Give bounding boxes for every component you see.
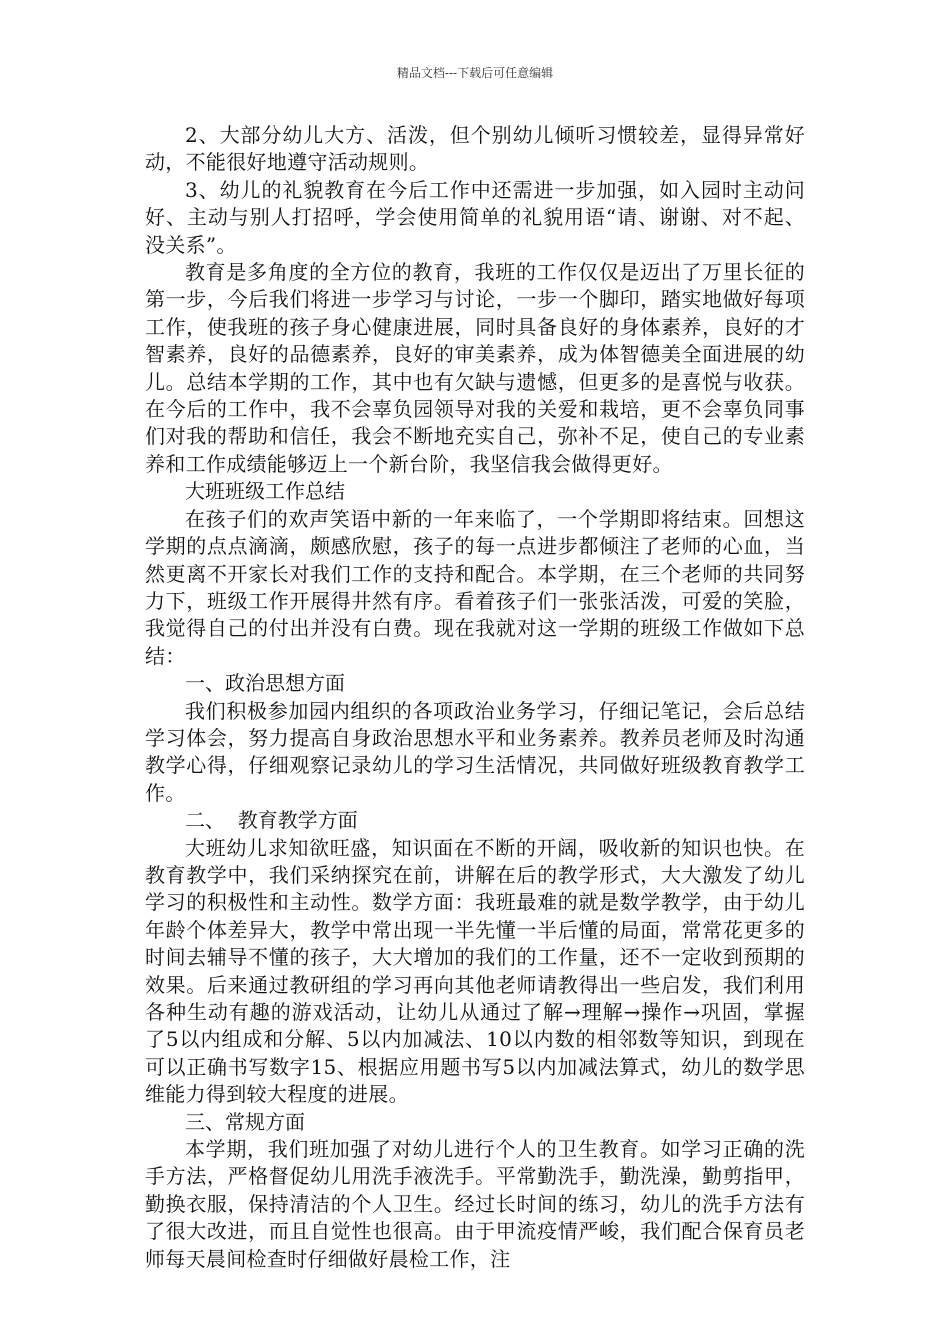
paragraph: 3、幼儿的礼貌教育在今后工作中还需进一步加强，如入园时主动问好、主动与别人打招呼，学会使用简单的礼貌用语“请、谢谢、对不起、没关系”。 bbox=[145, 177, 805, 257]
section-heading: 二、 教育教学方面 bbox=[185, 808, 358, 833]
paragraph: 我们积极参加园内组织的各项政治业务学习，仔细记笔记，会后总结学习体会，努力提高自身政治思想水平和业务素养。教养员老师及时沟通教学心得，仔细观察记录幼儿的学习生活情况，共同做好班级教育教学工作。 bbox=[145, 698, 805, 805]
paragraph: 大班幼儿求知欲旺盛，知识面在不断的开阔，吸收新的知识也快。在教育教学中，我们采纳探究在前，讲解在后的教学形式，大大激发了幼儿学习的积极性和主动性。数学方面：我班最难的就是数学教学，由于幼儿年龄个体差异大，教学中常出现一半先懂一半后懂的局面，常常花更多的时间去辅导不懂的孩子，大大增加的我们的工作量，还不一定收到预期的效果。后来通过教研组的学习再向其他老师请教得出一些启发，我们利用各种生动有趣的游戏活动，让幼儿从通过了解→理解→操作→巩固，掌握了5以内组成和分解、5以内加减法、10以内数的相邻数等知识，到现在可以正确书写数字15、根据应用题书写5以内加减法算式，幼儿的数学思维能力得到较大程度的进展。 bbox=[145, 835, 805, 1107]
section-heading: 三、常规方面 bbox=[185, 1109, 305, 1134]
page-header: 精品文档---下载后可任意编辑 bbox=[396, 66, 554, 80]
paragraph: 本学期，我们班加强了对幼儿进行个人的卫生教育。如学习正确的洗手方法，严格督促幼儿用洗手液洗手。平常勤洗手，勤洗澡，勤剪指甲，勤换衣服，保持清洁的个人卫生。经过长时间的练习，幼儿的洗手方法有了很大改进，而且自觉性也很高。由于甲流疫情严峻，我们配合保育员老师每天晨间检查时仔细做好晨检工作，注 bbox=[145, 1137, 805, 1271]
section-heading: 一、政治思想方面 bbox=[185, 671, 345, 696]
paragraph: 在孩子们的欢声笑语中新的一年来临了，一个学期即将结束。回想这学期的点点滴滴，颇感欣慰，孩子的每一点进步都倾注了老师的心血，当然更离不开家长对我们工作的支持和配合。本学期，在三个老师的共同努力下，班级工作开展得井然有序。看着孩子们一张张活泼，可爱的笑脸，我觉得自己的付出并没有白费。现在我就对这一学期的班级工作做如下总结： bbox=[145, 506, 805, 668]
section-title: 大班班级工作总结 bbox=[185, 479, 345, 504]
document-body bbox=[145, 122, 805, 1273]
paragraph: 教育是多角度的全方位的教育，我班的工作仅仅是迈出了万里长征的第一步，今后我们将进一步学习与讨论，一步一个脚印，踏实地做好每项工作，使我班的孩子身心健康进展，同时具备良好的身体素养，良好的才智素养，良好的品德素养，良好的审美素养，成为体智德美全面进展的幼儿。总结本学期的工作，其中也有欠缺与遗憾，但更多的是喜悦与收获。在今后的工作中，我不会辜负园领导对我的关爱和栽培，更不会辜负同事们对我的帮助和信任，我会不断地充实自己，弥补不足，使自己的专业素养和工作成绩能够迈上一个新台阶，我坚信我会做得更好。 bbox=[145, 260, 805, 476]
paragraph: 2、大部分幼儿大方、活泼，但个别幼儿倾听习惯较差，显得异常好动，不能很好地遵守活动规则。 bbox=[145, 123, 805, 175]
